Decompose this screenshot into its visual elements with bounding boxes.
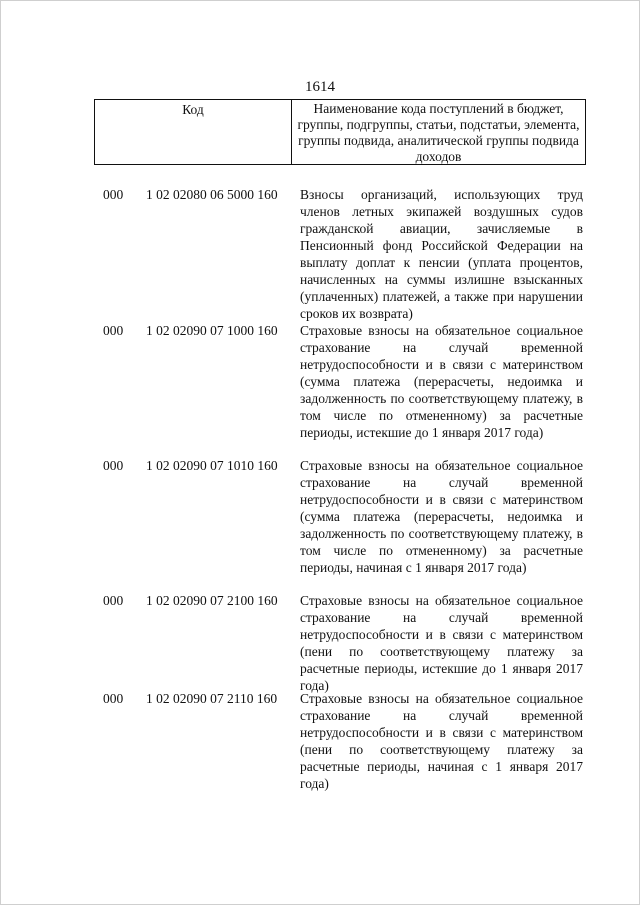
revenue-description: Взносы организаций, использующих труд членов летных экипажей воздушных судов гражданской авиации, зачисляемые в Пенсионный фонд Российской Федерации на выплату доплат к пенсии (уплата процентов, начисленных на суммы излишне взысканных (уплаченных) платежей, а также при нарушении сроков их возврата) bbox=[300, 187, 583, 321]
revenue-description: Страховые взносы на обязательное социальное страхование на случай временной нетрудоспособности и в связи с материнством (пени по соответствующему платежу за расчетные периоды, истекшие до 1 января 2017 года) bbox=[300, 593, 583, 693]
header-name-label: Наименование кода поступлений в бюджет, группы, подгруппы, статьи, подстатьи, элемента, группы подвида, аналитической группы подвида доходов bbox=[297, 101, 580, 164]
revenue-description: Страховые взносы на обязательное социальное страхование на случай временной нетрудоспособности и в связи с материнством (сумма платежа (перерасчеты, недоимка и задолженность по соответствующему платежу, в том числе по отмененному) за расчетные периоды, начиная с 1 января 2017 года) bbox=[300, 458, 583, 575]
admin-code: 000 bbox=[103, 187, 124, 202]
table-header bbox=[94, 99, 586, 165]
admin-code: 000 bbox=[103, 323, 124, 338]
page-number: 1614 bbox=[305, 79, 335, 95]
revenue-code: 1 02 02090 07 2110 160 bbox=[146, 691, 278, 706]
admin-code: 000 bbox=[103, 691, 124, 706]
revenue-description: Страховые взносы на обязательное социальное страхование на случай временной нетрудоспособности и в связи с материнством (сумма платежа (перерасчеты, недоимка и задолженность по соответствующему платежу, в том числе по отмененному) за расчетные периоды, истекшие до 1 января 2017 года) bbox=[300, 323, 583, 440]
revenue-code: 1 02 02090 07 1010 160 bbox=[146, 458, 278, 473]
admin-code: 000 bbox=[103, 458, 124, 473]
admin-code: 000 bbox=[103, 593, 124, 608]
revenue-description: Страховые взносы на обязательное социальное страхование на случай временной нетрудоспособности и в связи с материнством (пени по соответствующему платежу за расчетные периоды, начиная с 1 января 2017 года) bbox=[300, 691, 583, 791]
revenue-code: 1 02 02080 06 5000 160 bbox=[146, 187, 278, 202]
revenue-code: 1 02 02090 07 2100 160 bbox=[146, 593, 278, 608]
revenue-code: 1 02 02090 07 1000 160 bbox=[146, 323, 278, 338]
header-code-label: Код bbox=[95, 100, 292, 164]
